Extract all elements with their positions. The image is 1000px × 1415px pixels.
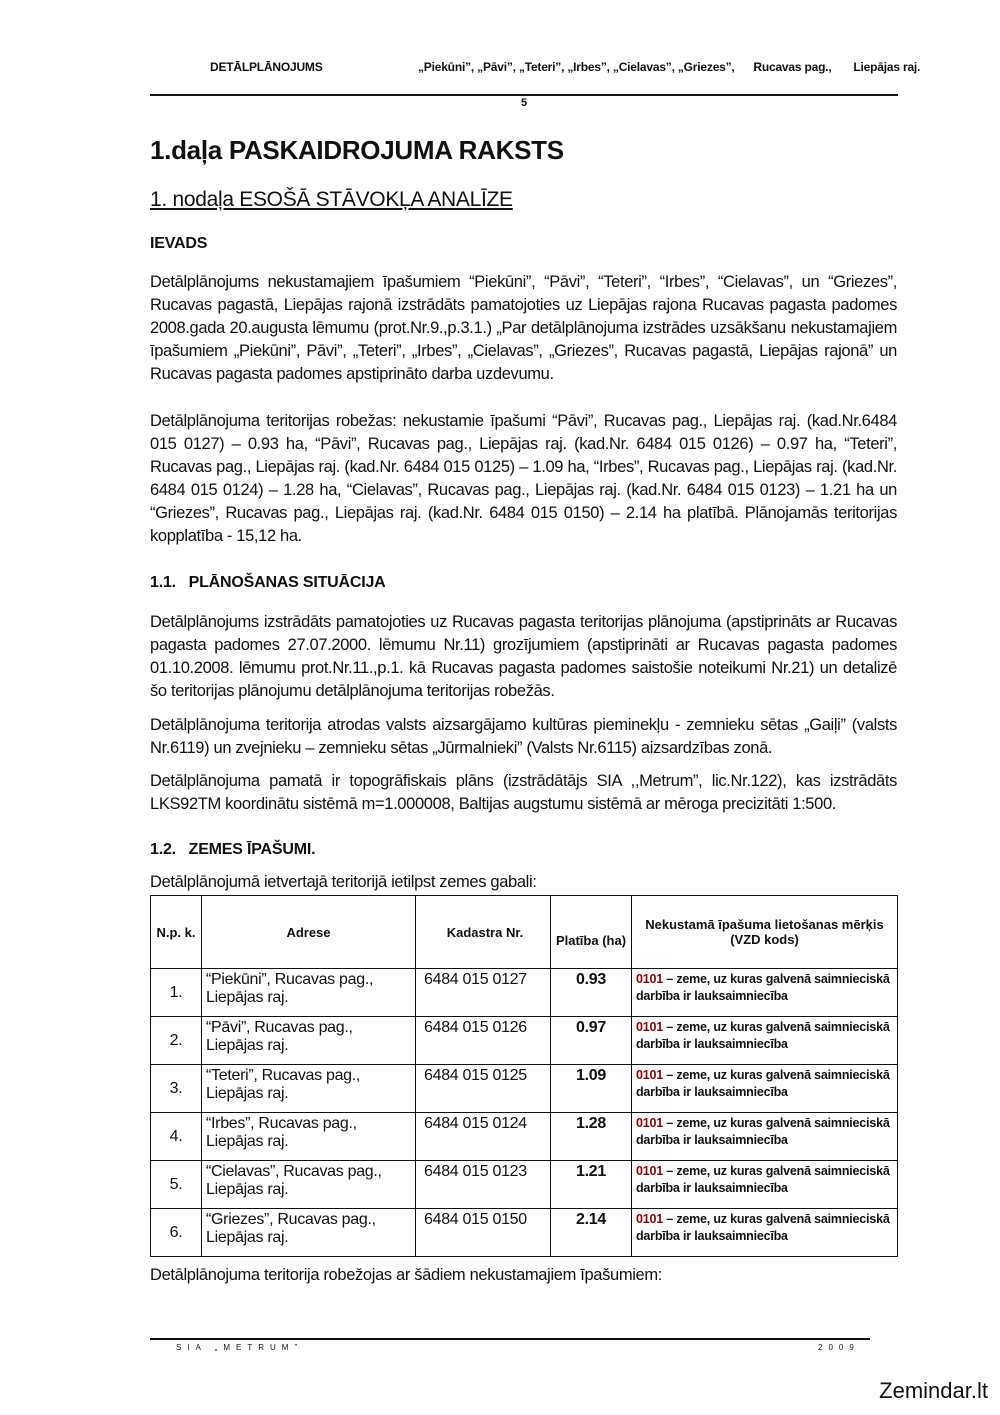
row-area: 1.28 [551, 1113, 632, 1161]
footer-rule [150, 1338, 870, 1340]
row-number: 5. [151, 1161, 202, 1209]
intro-paragraph-1: Detālplānojums nekustamajiem īpašumiem “Piekūni”, “Pāvi”, “Teteri”, “Irbes”, “Cielavas”, un “Griezes”, Rucavas pagastā, Liepājas rajonā izstrādāts pamatojoties uz Liepājas rajona Rucavas pagasta padomes 2008.gada 20.augusta lēmumu (prot.Nr.9.,p.3.1.) „Par detālplānojuma izstrādes uzsākšanu nekustamajiem īpašumiem „Piekūni”, Pāvi”, „Teteri”, „Irbes”, „Cielavas”, „Griezes”, Rucavas pagastā, Liepājas rajonā” un Rucavas pagasta padomes apstiprināto darba uzdevumu. [150, 273, 897, 383]
page-title: 1.daļa PASKAIDROJUMA RAKSTS [150, 135, 564, 165]
page-number: 5 [520, 97, 528, 109]
header-rule [150, 94, 898, 96]
section-1-1-heading: 1.1. PLĀNOŠANAS SITUĀCIJA [150, 574, 386, 591]
table-caption: Detālplānojumā ietvertajā teritorijā ietilpst zemes gabali: [150, 873, 537, 891]
column-header-address: Adrese [202, 896, 416, 969]
after-table-text: Detālplānojuma teritorija robežojas ar šādiem nekustamajiem īpašumiem: [150, 1266, 662, 1284]
row-address: “Teteri”, Rucavas pag., Liepājas raj. [202, 1065, 416, 1113]
table-row [151, 1065, 898, 1113]
purpose-code: 0101 [636, 1164, 664, 1178]
purpose-code: 0101 [636, 972, 664, 986]
row-cadastre: 6484 015 0150 [416, 1209, 551, 1257]
row-area: 1.21 [551, 1161, 632, 1209]
section-1-1-paragraph-1: Detālplānojums izstrādāts pamatojoties uz Rucavas pagasta teritorijas plānojuma (apstiprināts ar Rucavas pagasta padomes 27.07.2000. lēmumu Nr.11) grozījumiem (apstiprināti ar Rucavas pagasta padomes 01.10.2008. lēmumu prot.Nr.11.,p.1. kā Rucavas pagasta padomes saistošie noteikumi Nr.21) un detalizē šo teritorijas plānojumu detālplānojuma teritorijas robežās. [150, 613, 897, 700]
column-header-area: Platība (ha) [551, 896, 632, 969]
row-number: 6. [151, 1209, 202, 1257]
row-cadastre: 6484 015 0123 [416, 1161, 551, 1209]
row-number: 4. [151, 1113, 202, 1161]
row-area: 0.93 [551, 969, 632, 1017]
footer-year: 2009 [818, 1343, 860, 1352]
purpose-text: – zeme, uz kuras galvenā saimnieciskā darbība ir lauksaimniecība [636, 1068, 890, 1099]
land-parcels-table [150, 895, 898, 1257]
purpose-code: 0101 [636, 1020, 664, 1034]
row-cadastre: 6484 015 0126 [416, 1017, 551, 1065]
column-header-cadastre: Kadastra Nr. [416, 896, 551, 969]
column-header-np: N.p. k. [151, 896, 202, 969]
row-cadastre: 6484 015 0125 [416, 1065, 551, 1113]
table-row [151, 1113, 898, 1161]
table-header-row [151, 896, 898, 969]
footer-company: SIA „METRUM” [176, 1343, 304, 1352]
watermark: Zemindar.lt [879, 1378, 988, 1403]
purpose-text: – zeme, uz kuras galvenā saimnieciskā darbība ir lauksaimniecība [636, 1020, 890, 1051]
section-1-2-heading: 1.2. ZEMES ĪPAŠUMI. [150, 841, 316, 858]
table-row [151, 1161, 898, 1209]
purpose-code: 0101 [636, 1068, 664, 1082]
purpose-code: 0101 [636, 1116, 664, 1130]
header-document-type: DETĀLPLĀNOJUMS [210, 60, 323, 74]
purpose-text: – zeme, uz kuras galvenā saimnieciskā darbība ir lauksaimniecība [636, 1212, 890, 1243]
table-row [151, 1017, 898, 1065]
section-1-1-paragraph-2: Detālplānojuma teritorija atrodas valsts aizsargājamo kultūras pieminekļu - zemnieku sētas „Gaiļi” (valsts Nr.6119) un zvejnieku – zemnieku sētas „Jūrmalnieki” (Valsts Nr.6115) aizsardzības zonā. [150, 716, 897, 757]
row-number: 2. [151, 1017, 202, 1065]
row-purpose [632, 1161, 898, 1209]
row-number: 3. [151, 1065, 202, 1113]
purpose-text: – zeme, uz kuras galvenā saimnieciskā darbība ir lauksaimniecība [636, 1164, 890, 1195]
intro-paragraph-2: Detālplānojuma teritorijas robežas: nekustamie īpašumi “Pāvi”, Rucavas pag., Liepājas raj. (kad.Nr.6484 015 0127) – 0.93 ha, “Pāvi”, Rucavas pag., Liepājas raj. (kad.Nr. 6484 015 0126) – 0.97 ha, “Teteri”, Rucavas pag., Liepājas raj. (kad.Nr. 6484 015 0125) – 1.09 ha, “Irbes”, Rucavas pag., Liepājas raj. (kad.Nr. 6484 015 0124) – 1.28 ha, “Cielavas”, Rucavas pag., Liepājas raj. (kad.Nr. 6484 015 0123) – 1.21 ha un “Griezes”, Rucavas pag., Liepājas raj. (kad.Nr. 6484 015 0150) – 2.14 ha platībā. Plānojamās teritorijas kopplatība - 15,12 ha. [150, 412, 897, 545]
row-cadastre: 6484 015 0124 [416, 1113, 551, 1161]
purpose-text: – zeme, uz kuras galvenā saimnieciskā darbība ir lauksaimniecība [636, 972, 890, 1003]
table-row [151, 969, 898, 1017]
row-address: “Pāvi”, Rucavas pag., Liepājas raj. [202, 1017, 416, 1065]
section-1-1-paragraph-3: Detālplānojuma pamatā ir topogrāfiskais plāns (izstrādātājs SIA ,,Metrum”, lic.Nr.122), kas izstrādāts LKS92TM koordinātu sistēmā m=1.000008, Baltijas augstumu sistēmā ar mēroga precizitāti 1:500. [150, 772, 897, 813]
header-properties: „Piekūni”, „Pāvi”, „Teteri”, „Irbes”, „Cielavas”, „Griezes”, Rucavas pag., Liepājas raj. [418, 60, 921, 74]
row-purpose [632, 969, 898, 1017]
row-purpose [632, 1113, 898, 1161]
table-row [151, 1209, 898, 1257]
row-address: “Cielavas”, Rucavas pag., Liepājas raj. [202, 1161, 416, 1209]
row-address: “Irbes”, Rucavas pag., Liepājas raj. [202, 1113, 416, 1161]
row-area: 0.97 [551, 1017, 632, 1065]
row-purpose [632, 1209, 898, 1257]
purpose-text: – zeme, uz kuras galvenā saimnieciskā darbība ir lauksaimniecība [636, 1116, 890, 1147]
row-area: 1.09 [551, 1065, 632, 1113]
row-number: 1. [151, 969, 202, 1017]
row-address: “Piekūni”, Rucavas pag., Liepājas raj. [202, 969, 416, 1017]
purpose-code: 0101 [636, 1212, 664, 1226]
row-purpose [632, 1017, 898, 1065]
intro-heading: IEVADS [150, 235, 208, 252]
column-header-purpose: Nekustamā īpašuma lietošanas mērķis (VZD kods) [632, 896, 898, 969]
row-cadastre: 6484 015 0127 [416, 969, 551, 1017]
chapter-title: 1. nodaļa ESOŠĀ STĀVOKĻA ANALĪZE [150, 188, 513, 211]
row-address: “Griezes”, Rucavas pag., Liepājas raj. [202, 1209, 416, 1257]
row-area: 2.14 [551, 1209, 632, 1257]
row-purpose [632, 1065, 898, 1113]
